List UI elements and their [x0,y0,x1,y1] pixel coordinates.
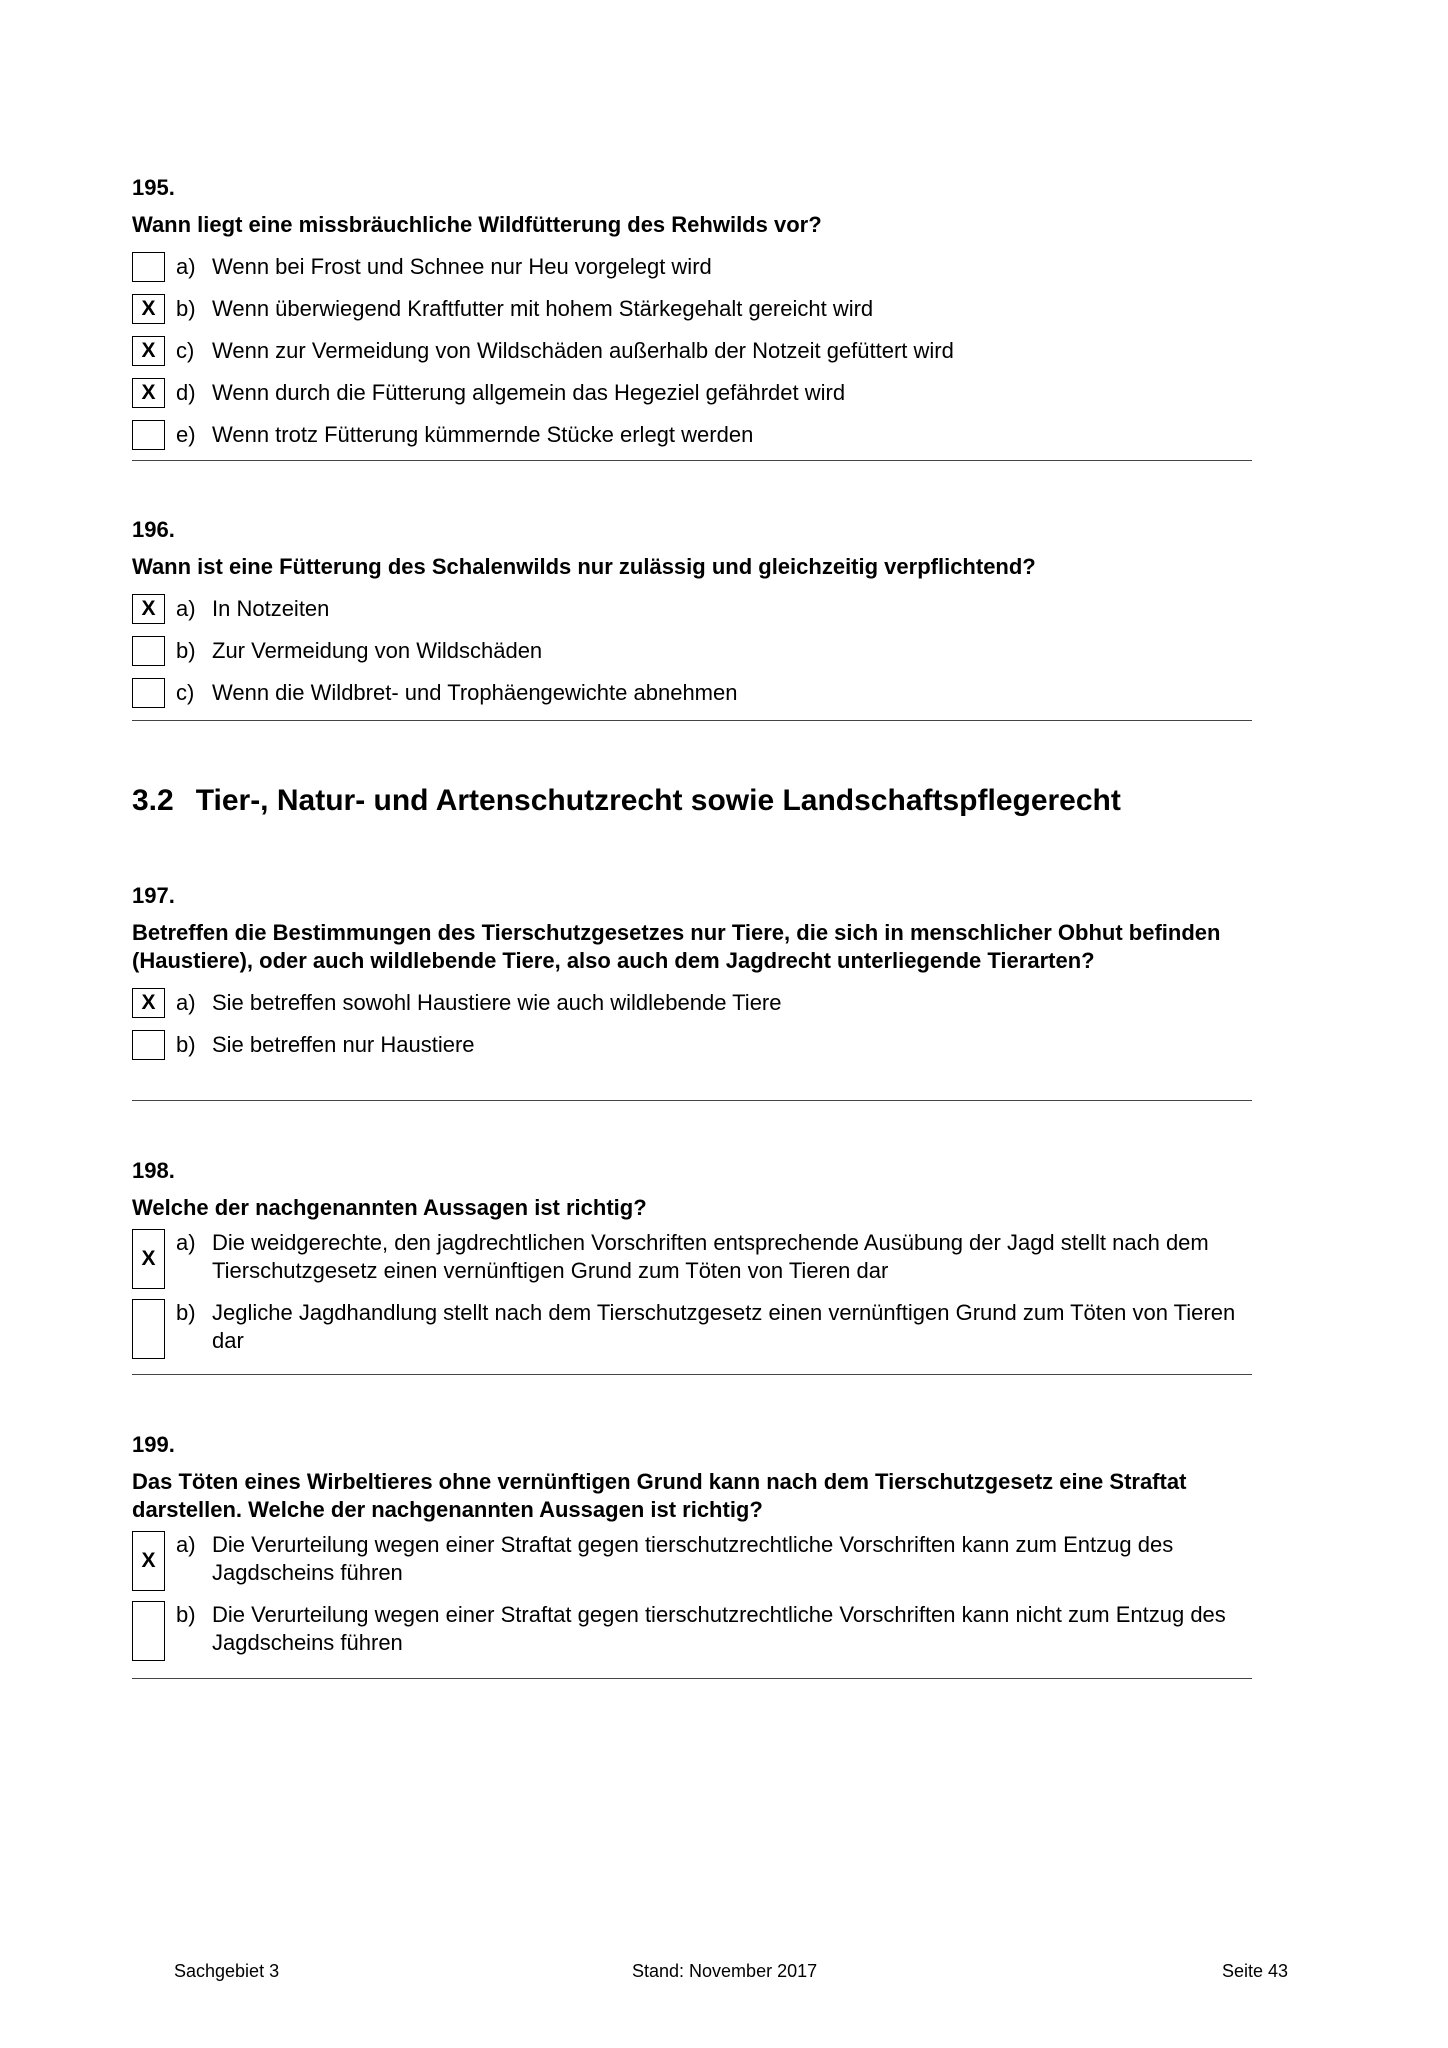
answer-checkbox[interactable] [132,1601,165,1661]
option-letter: b) [176,1032,196,1057]
option-text: Sie betreffen sowohl Haustiere wie auch wildlebende Tiere [212,990,782,1015]
answer-checkbox[interactable]: X [132,988,165,1018]
answer-checkbox[interactable]: X [132,594,165,624]
section-title: Tier-, Natur- und Artenschutzrecht sowie Landschaftspflegerecht [195,784,1121,817]
option-letter: c) [176,680,195,705]
option-text: Wenn überwiegend Kraftfutter mit hohem Stärkegehalt gereicht wird [212,296,874,321]
question-number: 197. [132,883,175,908]
footer-date: Stand: November 2017 [632,1961,818,1981]
option-letter: a) [176,1532,196,1557]
option-letter: a) [176,254,196,279]
question-number: 195. [132,175,175,200]
answer-checkbox[interactable] [132,636,165,666]
answer-option-b [132,630,1252,672]
answer-checkbox[interactable]: X [132,1531,165,1591]
answer-checkbox[interactable] [132,678,165,708]
footer-subject-area: Sachgebiet 3 [174,1961,280,1981]
answer-option-a [132,588,1252,630]
question-number: 196. [132,517,175,542]
question-number: 199. [132,1432,175,1457]
option-letter: e) [176,422,196,447]
answer-option-b [132,1024,1252,1066]
option-text: Wenn bei Frost und Schnee nur Heu vorgelegt wird [212,254,712,279]
question-text: Wann liegt eine missbräuchliche Wildfütterung des Rehwilds vor? [132,212,822,237]
option-text: Sie betreffen nur Haustiere [212,1032,475,1057]
answer-checkbox[interactable]: X [132,294,165,324]
option-text: In Notzeiten [212,596,330,621]
answer-option-a [132,982,1252,1024]
question-text: Welche der nachgenannten Aussagen ist richtig? [132,1195,647,1220]
answer-checkbox[interactable] [132,1030,165,1060]
option-letter: a) [176,1230,196,1255]
answer-option-c [132,672,1252,714]
question-text: Wann ist eine Fütterung des Schalenwilds nur zulässig und gleichzeitig verpflichtend? [132,554,1036,579]
option-letter: d) [176,380,196,405]
option-text: Jegliche Jagdhandlung stellt nach dem Tierschutzgesetz einen vernünftigen Grund zum Töten von Tieren dar [212,1300,1236,1353]
option-text: Die Verurteilung wegen einer Straftat gegen tierschutzrechtliche Vorschriften kann zum Entzug des Jagdscheins führen [212,1532,1174,1585]
option-text: Die weidgerechte, den jagdrechtlichen Vorschriften entsprechende Ausübung der Jagd stellt nach dem Tierschutzgesetz einen vernünftigen Grund zum Töten von Tieren dar [212,1230,1209,1283]
question-198 [132,1158,1252,1375]
option-text: Wenn trotz Fütterung kümmernde Stücke erlegt werden [212,422,754,447]
option-letter: b) [176,1300,196,1325]
question-197 [132,883,1252,1101]
question-text: Betreffen die Bestimmungen des Tierschutzgesetzes nur Tiere, die sich in menschlicher Obhut befinden (Haustiere), oder auch wildlebende Tiere, also auch dem Jagdrecht unterliegende Tierarten? [132,920,1221,973]
answer-checkbox[interactable] [132,252,165,282]
answer-option-c [132,330,1252,372]
option-text: Wenn die Wildbret- und Trophäengewichte abnehmen [212,680,738,705]
option-letter: b) [176,638,196,663]
question-196 [132,517,1252,721]
answer-checkbox[interactable]: X [132,1229,165,1289]
question-199 [132,1432,1252,1679]
answer-option-b [132,288,1252,330]
option-letter: a) [176,990,196,1015]
question-195 [132,175,1252,461]
answer-option-d [132,372,1252,414]
option-text: Die Verurteilung wegen einer Straftat gegen tierschutzrechtliche Vorschriften kann nicht zum Entzug des Jagdscheins führen [212,1602,1226,1655]
option-text: Wenn zur Vermeidung von Wildschäden außerhalb der Notzeit gefüttert wird [212,338,954,363]
answer-option-e [132,414,1252,456]
question-text: Das Töten eines Wirbeltieres ohne vernünftigen Grund kann nach dem Tierschutzgesetz eine Straftat darstellen. Welche der nachgenannten Aussagen ist richtig? [132,1469,1187,1522]
footer-page-number: Seite 43 [1221,1961,1288,1981]
answer-option-a [132,1531,1252,1601]
answer-checkbox[interactable]: X [132,336,165,366]
answer-checkbox[interactable]: X [132,378,165,408]
answer-option-b [132,1601,1252,1671]
question-number: 198. [132,1158,175,1183]
section-number: 3.2 [132,784,174,817]
answer-option-a [132,1229,1252,1299]
section-heading [132,783,1121,819]
option-text: Zur Vermeidung von Wildschäden [212,638,543,663]
answer-checkbox[interactable] [132,1299,165,1359]
option-letter: b) [176,1602,196,1627]
answer-option-b [132,1299,1252,1369]
option-letter: c) [176,338,195,363]
answer-checkbox[interactable] [132,420,165,450]
option-letter: b) [176,296,196,321]
option-text: Wenn durch die Fütterung allgemein das Hegeziel gefährdet wird [212,380,846,405]
answer-option-a [132,246,1252,288]
option-letter: a) [176,596,196,621]
